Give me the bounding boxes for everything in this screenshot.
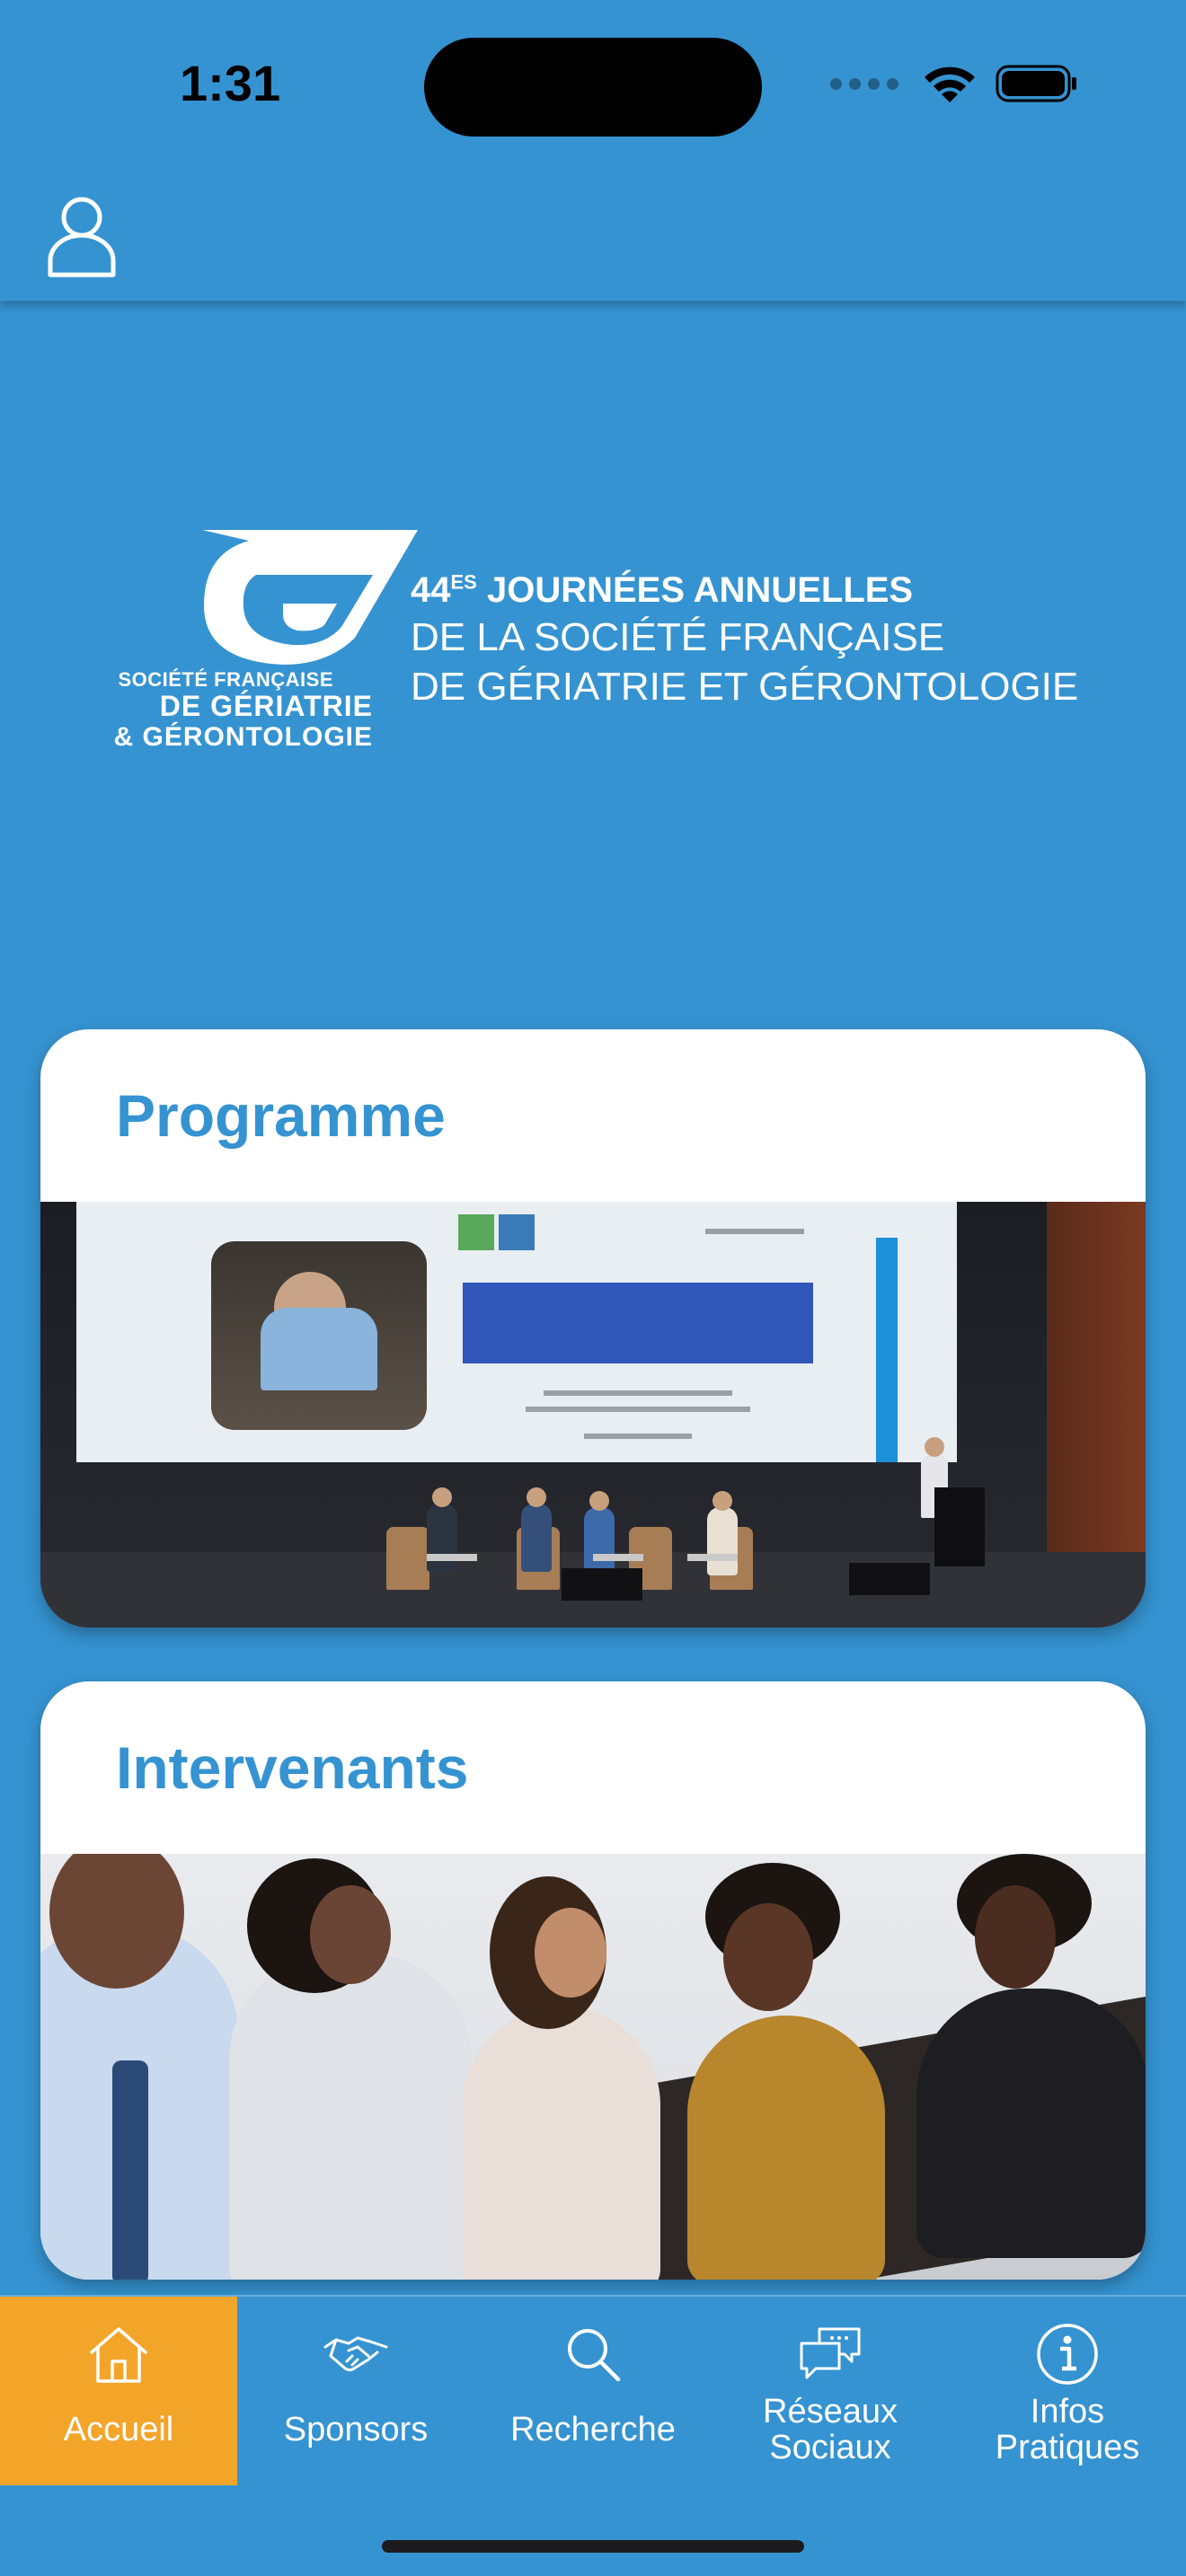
programme-card[interactable] xyxy=(40,1029,1146,1628)
event-headline xyxy=(411,568,1111,711)
tab-reseaux-sociaux[interactable] xyxy=(712,2297,949,2485)
status-bar xyxy=(0,0,1186,171)
headline-line-2: DE LA SOCIÉTÉ FRANÇAISE xyxy=(411,615,945,659)
tab-accueil[interactable] xyxy=(0,2297,237,2485)
info-icon xyxy=(1033,2320,1102,2388)
headline-line-1: $44^{ES}$ JOURNÉES ANNUELLES xyxy=(411,570,914,610)
programme-title: Programme xyxy=(116,1082,446,1149)
status-time: 1:31 xyxy=(180,55,281,111)
intervenants-card[interactable] xyxy=(40,1681,1146,2280)
status-icons xyxy=(830,63,1078,104)
headline-line-3: DE GÉRIATRIE ET GÉRONTOLOGIE xyxy=(411,665,1079,709)
organization-name xyxy=(94,669,373,752)
tab-infos-pratiques-label: Infos Pratiques xyxy=(995,2393,1140,2466)
tab-infos-pratiques[interactable] xyxy=(949,2297,1186,2485)
tab-reseaux-sociaux-label: Réseaux Sociaux xyxy=(763,2393,898,2466)
tab-sponsors-label: Sponsors xyxy=(283,2411,429,2448)
battery-icon xyxy=(996,63,1078,104)
bottom-tab-bar xyxy=(0,2295,1186,2576)
programme-card-header xyxy=(40,1029,1146,1202)
conference-stage-photo xyxy=(40,1202,1146,1628)
projection-screen xyxy=(76,1202,957,1462)
cellular-signal-icon xyxy=(830,78,898,90)
app-header xyxy=(0,171,1186,301)
org-line-3: & GÉRONTOLOGIE xyxy=(113,722,373,753)
tab-accueil-label: Accueil xyxy=(63,2411,174,2448)
search-icon xyxy=(559,2320,627,2388)
dynamic-island xyxy=(424,38,762,137)
wifi-icon xyxy=(922,63,978,104)
intervenants-card-header xyxy=(40,1681,1146,1854)
tab-sponsors[interactable] xyxy=(237,2297,474,2485)
meeting-people-photo xyxy=(40,1854,1146,2280)
tab-recherche-label: Recherche xyxy=(510,2411,676,2448)
tab-recherche[interactable] xyxy=(474,2297,712,2485)
home-icon xyxy=(84,2320,153,2388)
user-icon[interactable] xyxy=(43,190,120,280)
org-line-2: DE GÉRIATRIE xyxy=(159,690,373,723)
chat-icon xyxy=(796,2320,864,2388)
home-indicator[interactable] xyxy=(382,2540,804,2553)
event-logo xyxy=(94,521,1101,754)
handshake-icon xyxy=(322,2320,390,2388)
intervenants-title: Intervenants xyxy=(116,1734,469,1801)
org-line-1: SOCIÉTÉ FRANÇAISE xyxy=(118,668,333,691)
